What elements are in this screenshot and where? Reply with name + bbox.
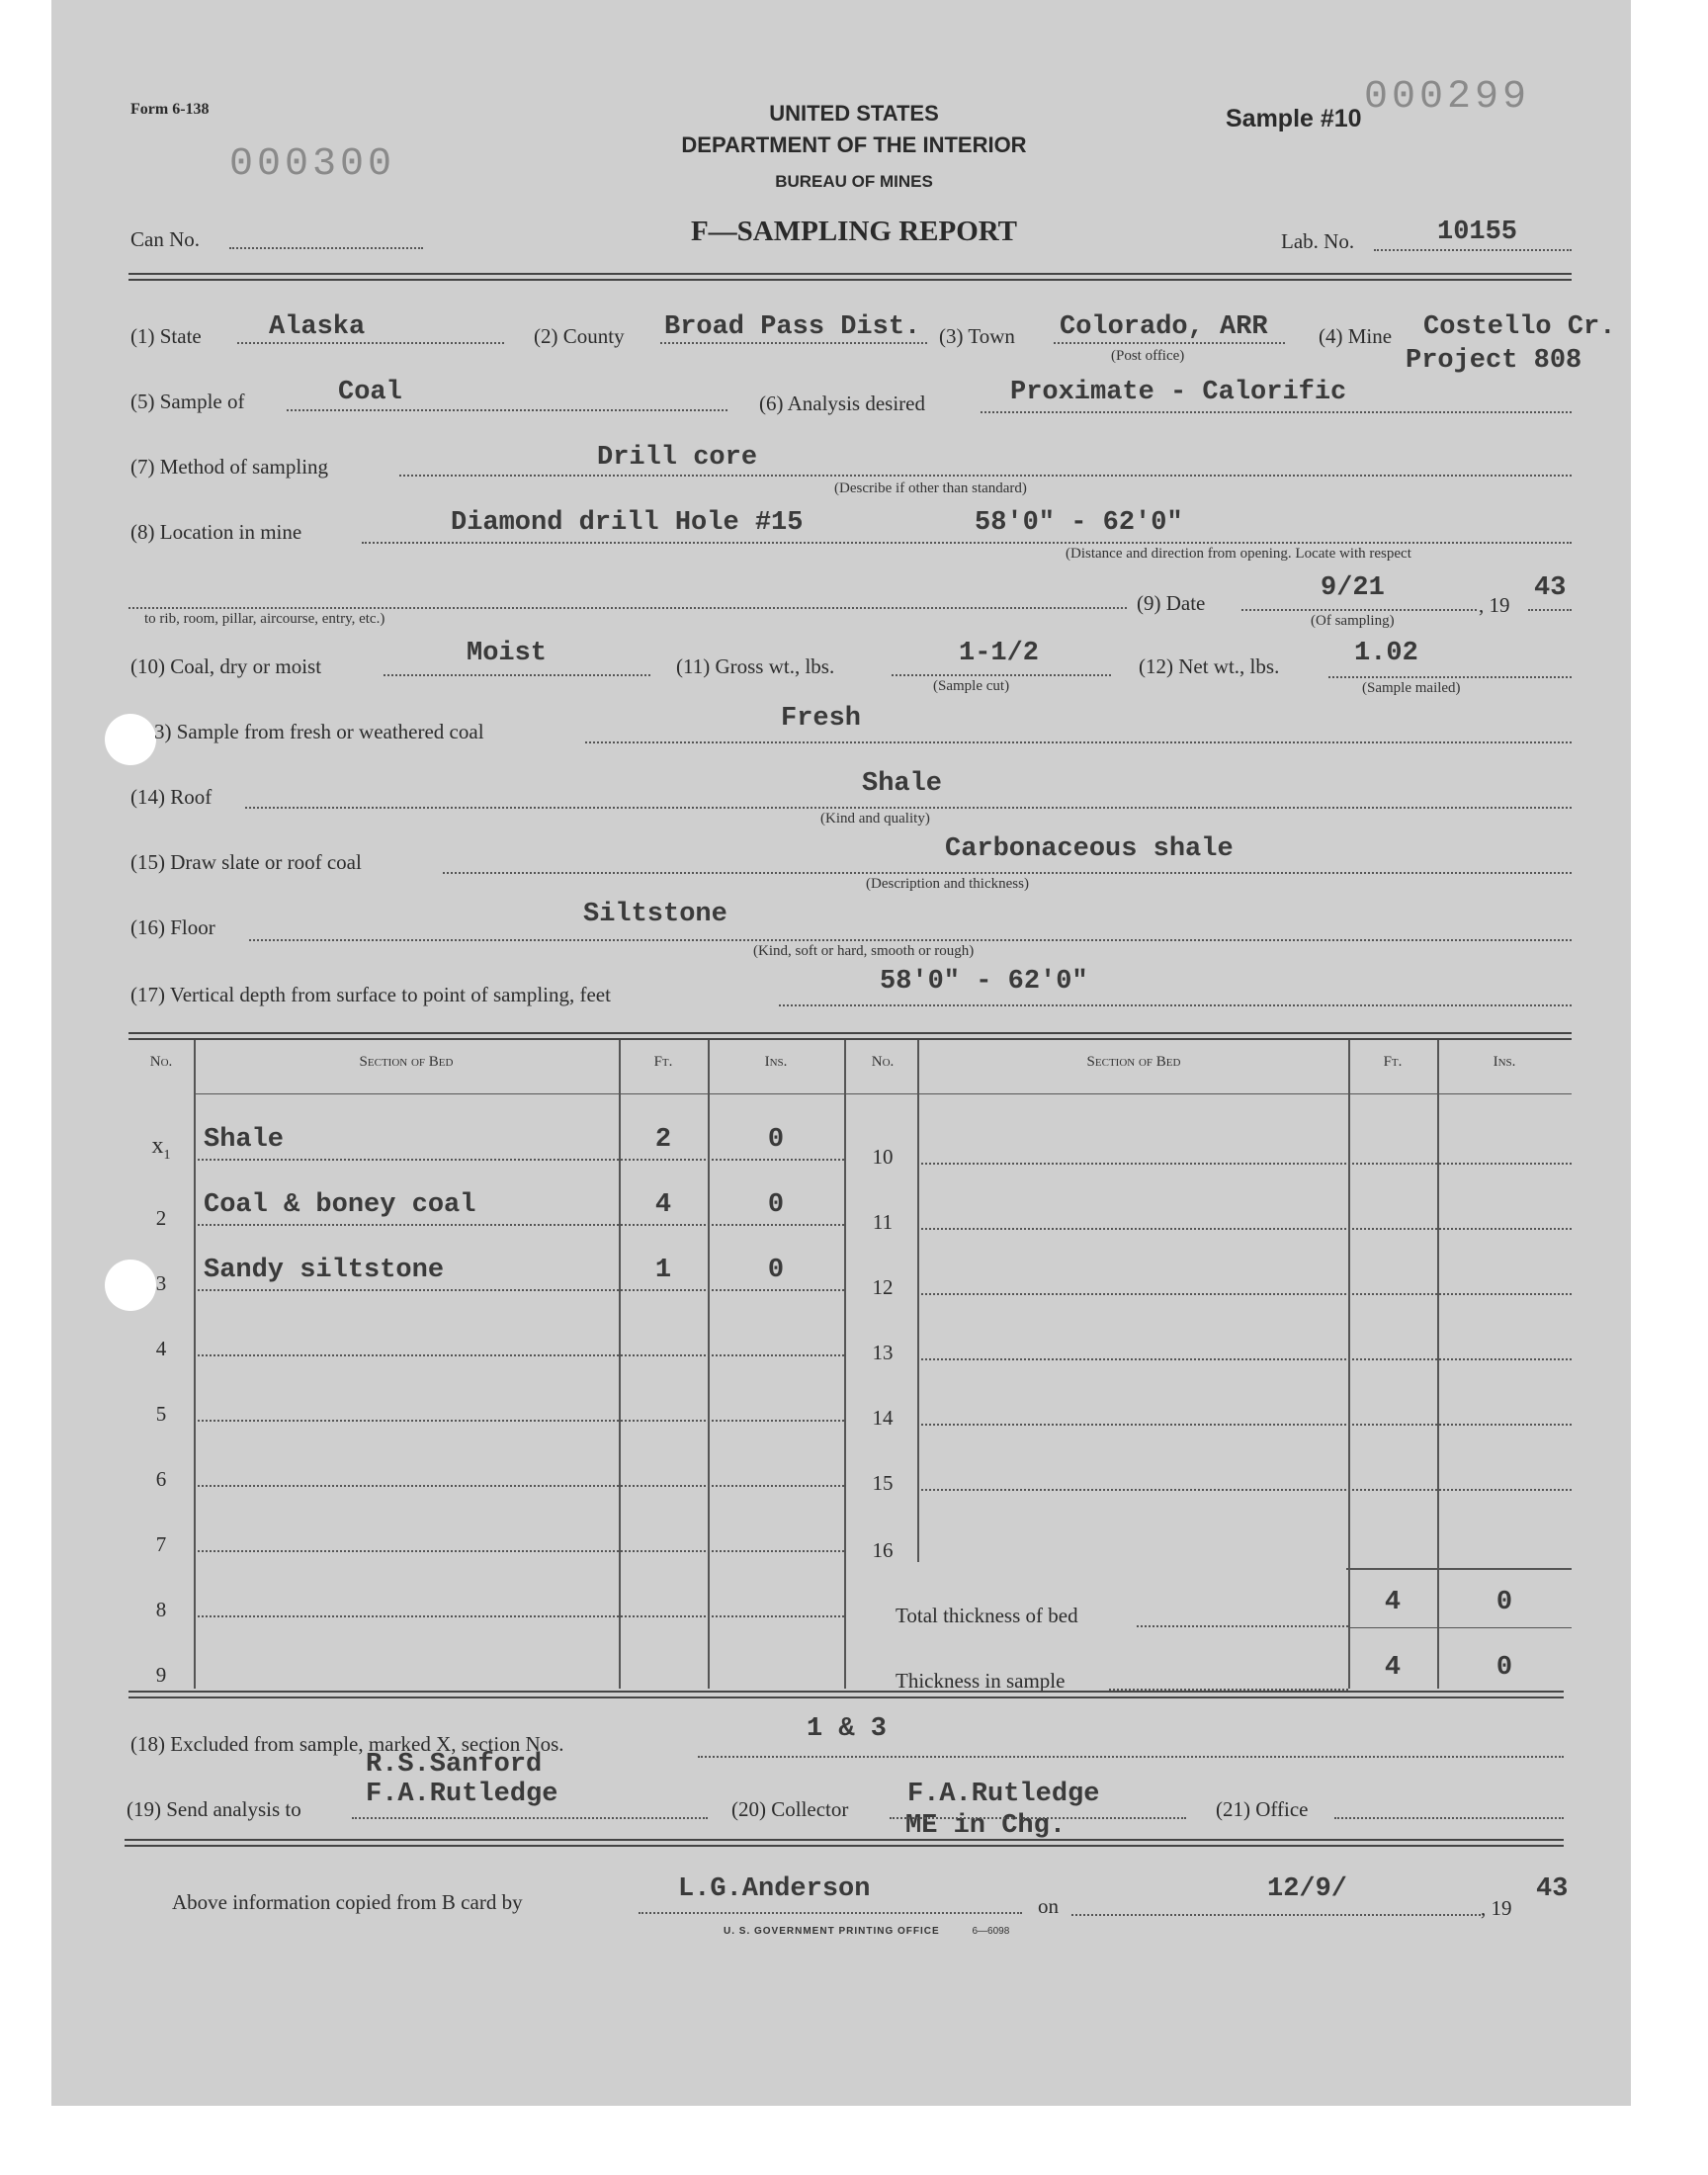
copied-date-line	[1071, 1914, 1481, 1916]
state-line	[237, 342, 504, 344]
row-line	[194, 1550, 844, 1552]
depth-line	[779, 1004, 1572, 1006]
punch-hole-top	[105, 714, 156, 765]
send-analysis-value-1: R.S.Sanford	[366, 1750, 543, 1780]
excluded-value: 1 & 3	[807, 1714, 888, 1744]
floor-line	[249, 939, 1572, 941]
fresh-label: 3) Sample from fresh or weathered coal	[154, 720, 484, 743]
row-line	[917, 1228, 1572, 1230]
row-no: 14	[872, 1406, 894, 1430]
col-header-section-right: Section of Bed	[1086, 1054, 1181, 1070]
location-note-2: to rib, room, pillar, aircourse, entry, etc.)	[144, 611, 385, 627]
sample-thickness-ins: 0	[1495, 1653, 1513, 1683]
sample-of-line	[287, 409, 727, 411]
row-line	[917, 1293, 1572, 1295]
row-no: 12	[872, 1275, 894, 1299]
row-section: Sandy siltstone	[204, 1256, 445, 1285]
sample-of-label: (5) Sample of	[130, 390, 245, 413]
sample-thickness-label: Thickness in sample	[896, 1669, 1066, 1693]
col-header-ft-right: Ft.	[1383, 1054, 1403, 1070]
date-label: (9) Date	[1137, 591, 1206, 615]
draw-line	[443, 872, 1572, 874]
row-no: 6	[155, 1467, 167, 1491]
roof-line	[245, 807, 1572, 809]
row-ft: 4	[654, 1190, 672, 1220]
row-no: 3	[155, 1271, 167, 1295]
net-label: (12) Net wt., lbs.	[1139, 654, 1280, 678]
total-thickness-ft: 4	[1384, 1588, 1402, 1617]
office-label: (21) Office	[1216, 1797, 1309, 1821]
copied-label: Above information copied from B card by	[172, 1890, 523, 1914]
footer-rule-1	[125, 1839, 1564, 1841]
send-analysis-label: (19) Send analysis to	[127, 1797, 301, 1821]
location-line-2	[128, 607, 1127, 609]
collector-label: (20) Collector	[731, 1797, 849, 1821]
roof-value: Shale	[862, 769, 943, 799]
lab-no-label: Lab. No.	[1281, 229, 1355, 253]
fresh-line	[585, 741, 1572, 743]
analysis-line	[981, 411, 1572, 413]
table-rule-top-1	[128, 1032, 1572, 1034]
row-ins: 0	[767, 1125, 785, 1155]
printer-imprint	[724, 1926, 1009, 1937]
office-line	[1334, 1817, 1564, 1819]
net-value: 1.02	[1354, 639, 1418, 668]
header-rule-2	[128, 279, 1572, 281]
form-number: Form 6-138	[130, 101, 210, 118]
row-no: 10	[872, 1145, 894, 1169]
col-header-ins-right: Ins.	[1493, 1054, 1516, 1070]
coal-value: Moist	[467, 639, 548, 668]
can-no-line	[229, 247, 423, 249]
location-label: (8) Location in mine	[130, 520, 302, 544]
row-no: $x_1$	[151, 1133, 171, 1163]
total-thickness-line	[1137, 1625, 1348, 1627]
table-vline-1	[194, 1040, 196, 1689]
fresh-value: Fresh	[781, 704, 862, 734]
right-table-rule	[1346, 1568, 1572, 1570]
footer-rule-2	[125, 1845, 1564, 1847]
gross-note: (Sample cut)	[933, 678, 1010, 694]
gross-line	[892, 674, 1111, 676]
row-ft: 2	[654, 1125, 672, 1155]
sample-of-value: Coal	[338, 378, 402, 407]
col-header-no-right: No.	[871, 1054, 895, 1070]
header-rule-1	[128, 273, 1572, 275]
mine-value: Costello Cr.	[1423, 312, 1616, 342]
county-line	[660, 342, 927, 344]
col-header-no-left: No.	[149, 1054, 173, 1070]
draw-note: (Description and thickness)	[866, 876, 1029, 892]
row-section: Shale	[204, 1125, 285, 1155]
mine-value-2: Project 808	[1406, 346, 1582, 376]
col-header-ins-left: Ins.	[764, 1054, 788, 1070]
copied-year-value: 43	[1536, 1874, 1569, 1904]
row-line	[194, 1485, 844, 1487]
draw-value: Carbonaceous shale	[945, 834, 1234, 864]
gross-label: (11) Gross wt., lbs.	[676, 654, 835, 678]
row-no: 15	[872, 1471, 894, 1495]
copied-on-label: on	[1038, 1894, 1059, 1918]
sample-thickness-ft: 4	[1384, 1653, 1402, 1683]
collector-line	[890, 1817, 1186, 1819]
row-line	[917, 1358, 1572, 1360]
copied-by-value: L.G.Anderson	[678, 1874, 871, 1904]
county-label: (2) County	[534, 324, 625, 348]
copied-year-prefix: , 19	[1481, 1896, 1512, 1920]
roof-note: (Kind and quality)	[820, 811, 930, 826]
can-no-label: Can No.	[130, 227, 200, 251]
table-rule-bottom-1	[128, 1691, 1564, 1693]
table-rule-top-2	[128, 1038, 1572, 1040]
state-label: (1) State	[130, 324, 202, 348]
draw-label: (15) Draw slate or roof coal	[130, 850, 362, 874]
row-section: Coal & boney coal	[204, 1190, 476, 1220]
printer-number: 6—6098	[972, 1926, 1010, 1937]
collector-value-1: F.A.Rutledge	[907, 1780, 1100, 1809]
date-line	[1241, 609, 1477, 611]
floor-note: (Kind, soft or hard, smooth or rough)	[753, 943, 975, 959]
send-analysis-value-2: F.A.Rutledge	[366, 1780, 558, 1809]
method-value: Drill core	[597, 443, 758, 473]
row-ins: 0	[767, 1190, 785, 1220]
table-rule-bottom-2	[128, 1696, 1564, 1698]
gross-value: 1-1/2	[959, 639, 1040, 668]
mine-label: (4) Mine	[1319, 324, 1393, 348]
excluded-line	[698, 1756, 1564, 1758]
depth-label: (17) Vertical depth from surface to point of sampling, feet	[130, 983, 611, 1006]
row-no: 13	[872, 1341, 894, 1364]
date-year: 43	[1534, 573, 1567, 603]
county-value: Broad Pass Dist.	[664, 312, 921, 342]
town-value: Colorado, ARR	[1060, 312, 1268, 342]
agency-line-2: DEPARTMENT OF THE INTERIOR	[681, 132, 1027, 157]
town-label: (3) Town	[939, 324, 1015, 348]
collector-value-2: ME in Chg.	[905, 1811, 1067, 1841]
date-note: (Of sampling)	[1311, 613, 1395, 629]
row-line	[917, 1163, 1572, 1165]
row-no: 8	[155, 1598, 167, 1621]
copied-by-line	[639, 1912, 1022, 1914]
floor-value: Siltstone	[583, 900, 727, 929]
row-ins: 0	[767, 1256, 785, 1285]
location-depth: 58'0" - 62'0"	[975, 508, 1183, 538]
coal-line	[384, 674, 650, 676]
agency-line-1: UNITED STATES	[769, 101, 939, 126]
total-thickness-ins: 0	[1495, 1588, 1513, 1617]
method-note: (Describe if other than standard)	[834, 480, 1027, 496]
analysis-label: (6) Analysis desired	[759, 392, 925, 415]
excluded-label: (18) Excluded from sample, marked X, section Nos.	[130, 1732, 564, 1756]
row-no: 4	[155, 1337, 167, 1360]
send-analysis-line	[352, 1817, 708, 1819]
row-line	[194, 1354, 844, 1356]
lab-no-line	[1374, 249, 1572, 251]
row-no: 11	[872, 1210, 894, 1234]
report-title: F—SAMPLING REPORT	[690, 216, 1018, 247]
town-line	[1054, 342, 1285, 344]
row-line	[917, 1489, 1572, 1491]
row-line	[194, 1224, 844, 1226]
total-thickness-label: Total thickness of bed	[896, 1604, 1078, 1627]
row-no: 9	[155, 1663, 167, 1687]
date-value: 9/21	[1321, 573, 1385, 603]
state-value: Alaska	[269, 312, 366, 342]
row-line	[194, 1615, 844, 1617]
sample-label: Sample #10	[1226, 105, 1362, 132]
net-line	[1328, 676, 1572, 678]
row-line	[194, 1159, 844, 1161]
location-note: (Distance and direction from opening. Locate with respect	[1066, 546, 1411, 562]
row-line	[194, 1420, 844, 1422]
table-rule-header	[194, 1093, 1572, 1094]
location-value: Diamond drill Hole #15	[451, 508, 804, 538]
printer-name: U. S. GOVERNMENT PRINTING OFFICE	[724, 1926, 940, 1937]
copied-date-value: 12/9/	[1267, 1874, 1348, 1904]
col-header-section-left: Section of Bed	[359, 1054, 454, 1070]
total-thickness-rule	[1348, 1627, 1572, 1628]
method-line	[399, 475, 1572, 477]
town-note: (Post office)	[1111, 348, 1185, 364]
date-year-prefix: , 19	[1479, 593, 1510, 617]
depth-value: 58'0" - 62'0"	[880, 967, 1088, 997]
coal-label: (10) Coal, dry or moist	[130, 654, 322, 678]
row-line	[194, 1289, 844, 1291]
analysis-value: Proximate - Calorific	[1010, 378, 1347, 407]
row-no: 5	[155, 1402, 167, 1426]
date-year-line	[1528, 609, 1572, 611]
lab-no-value: 10155	[1437, 218, 1518, 247]
net-note: (Sample mailed)	[1362, 680, 1461, 696]
method-label: (7) Method of sampling	[130, 455, 329, 478]
stamp-number-right: 000299	[1364, 75, 1531, 120]
location-line	[362, 542, 1572, 544]
stamp-number-left: 000300	[229, 142, 396, 187]
floor-label: (16) Floor	[130, 915, 215, 939]
row-no: 2	[155, 1206, 167, 1230]
roof-label: (14) Roof	[130, 785, 213, 809]
row-line	[917, 1424, 1572, 1426]
col-header-ft-left: Ft.	[653, 1054, 673, 1070]
row-no: 16	[872, 1538, 894, 1562]
row-no: 7	[155, 1532, 167, 1556]
row-ft: 1	[654, 1256, 672, 1285]
agency-line-3: BUREAU OF MINES	[775, 172, 933, 191]
